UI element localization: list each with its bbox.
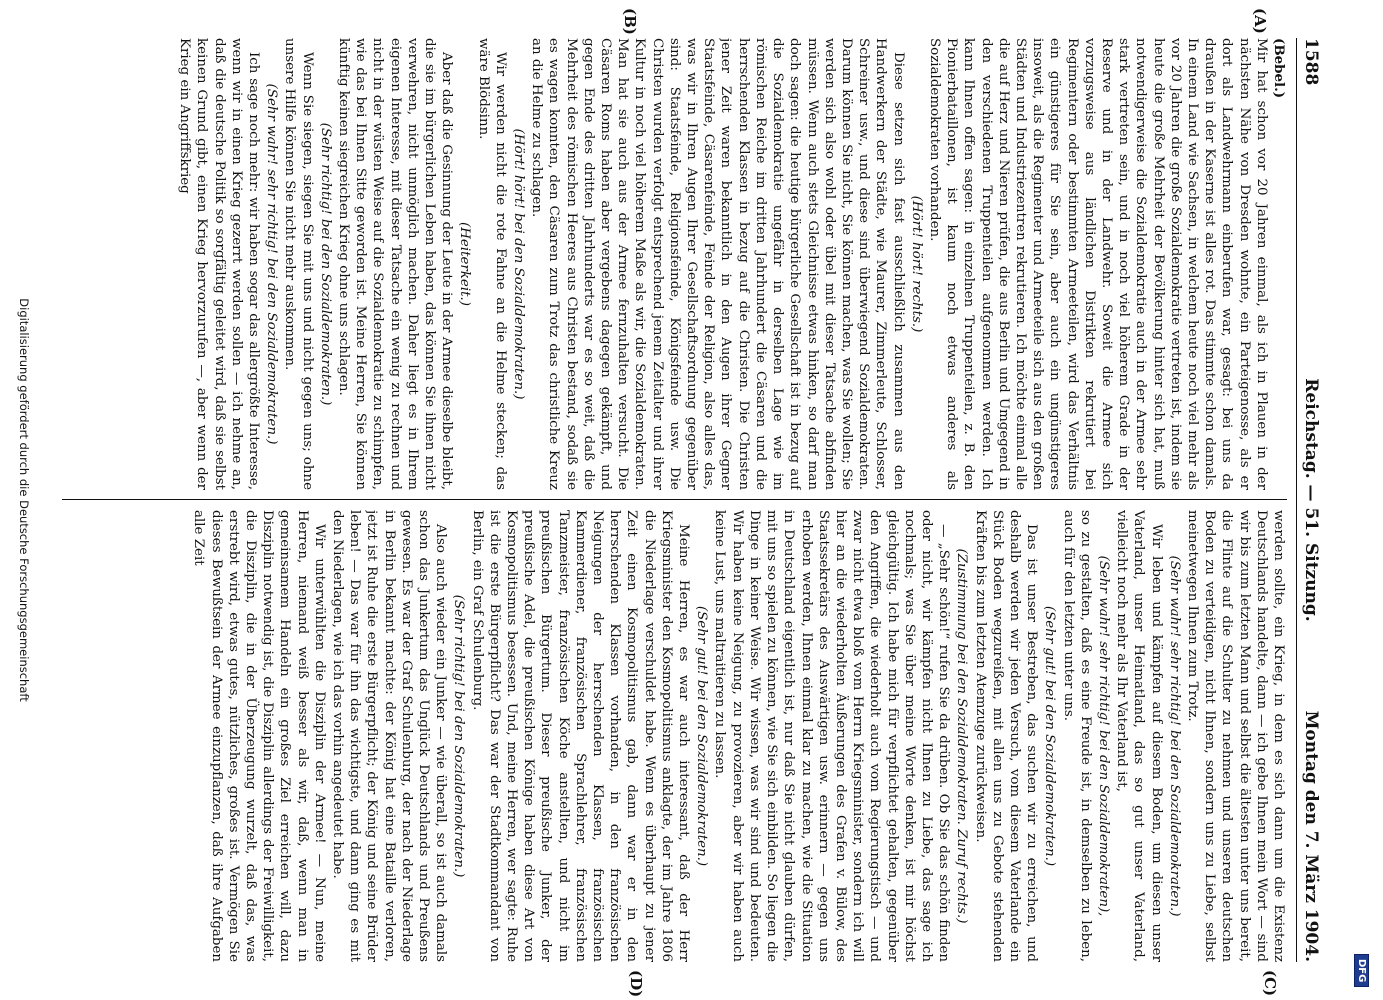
session-date: Montag den 7. März 1904. <box>1301 710 1321 962</box>
paragraph: Ich sage noch mehr: wir haben sogar das allergrößte Interesse, wenn wir in einen Krieg gezerrt werden sollen — ich nehme an, daß die deutsche Politik so sorgfältig geleitet wird, daß sie selbst keinen Grund gibt, einen Krieg hervorzurufen —, aber wenn der Krieg ein Angriffskrieg <box>177 38 262 490</box>
paragraph: Wenn Sie siegen, siegen Sie mit uns und nicht gegen uns; ohne unsere Hilfe können Sie nicht mehr auskommen. <box>282 38 315 490</box>
interjection: (Sehr wahr! sehr richtig! bei den Sozialdemokraten), <box>1095 555 1111 917</box>
interjection: (Sehr wahr! sehr richtig! bei den Sozialdemokraten.) <box>1166 555 1182 917</box>
left-column <box>57 38 1287 490</box>
paragraph: — „Sehr schön!“ rufen Sie da drüben. Ob Sie das schön finden oder nicht, wir kämpfen nicht Ihnen zu Liebe, das sage ich nochmals; was Sie über meine Worte denken, ist mir höchst gleichgültig. Ich habe mich für verpflichtet gehalten, gegenüber den Angriffen, die wiederholt auch vom Regierungstisch — und zwar nicht etwa bloß vom Herrn Kriegsminister, sondern ich will hier an die wiederholten Äußerungen des Grafen v. Bülow, des Staatssekretärs des Auswärtigen usw. erinnern — gegen uns erhoben werden, Ihnen einmal klar zu machen, wie die Situation in Deutschland eigentlich ist, nur daß Sie nicht glauben dürfen, mit uns so spielen zu können, wie Sie sich einbilden. So liegen die Dinge in keiner Weise. Wir wissen, was wir sind und bedeuten. Wir haben keine Neigung, zu provozieren, aber wir haben auch keine Lust, uns maltraitieren zu lassen. <box>712 510 952 962</box>
margin-marker-d: (D) <box>627 970 645 998</box>
margin-marker-b: (B) <box>621 8 639 35</box>
page-number: 1588 <box>1301 38 1321 86</box>
interjection: (Hört! hört! bei den Sozialdemokraten.) <box>511 128 527 400</box>
interjection: (Zustimmung bei den Sozialdemokraten. Zuruf rechts.) <box>954 548 970 924</box>
interjection: (Sehr richtig! bei den Sozialdemokraten.) <box>451 594 467 878</box>
session-title: Reichstag. — 51. Sitzung. <box>1301 378 1321 622</box>
page-content <box>53 8 1343 998</box>
paragraph: Aber daß die Gesinnung der Leute in der Armee dieselbe bleibt, die sie im bürgerlichen Leben haben, das können Sie ihnen nicht verwehren, nicht unmöglich machen. Daher liegt es in Ihrem eigenen Interesse, mit dieser Tatsache ein wenig zu rechnen und nicht in der wüsten Weise auf die Sozialdemokratie zu schimpfen, wie das bei Ihnen Sitte geworden ist. Meine Herren, Sie können künftig keinen siegreichen Krieg ohne uns schlagen. <box>336 38 455 490</box>
paragraph: so zu gestalten, daß es eine Freude ist, in demselben zu leben, auch für den letzten unter uns. <box>1060 510 1093 962</box>
paragraph: Diese setzen sich fast ausschließlich zusammen aus den Handwerkern der Städte, wie Maurer, Zimmerleute, Schlosser, Schreiner usw., und diese sind überwiegend Sozialdemokraten. Darum können Sie nicht, Sie können machen, was Sie wollen; Sie werden sich also wohl oder übel mit dieser Tatsache abfinden müssen. Wenn auch stets Gleichnisse etwas hinken, so darf man doch sagen: die heutige bürgerliche Gesellschaft ist in bezug auf die Sozialdemokratie ungefähr in derselben Lage wie im römischen Reiche im dritten Jahrhundert die Cäsaren und die herrschenden Klassen in bezug auf die Christen. Die Christen jener Zeit waren bekanntlich in den Augen ihrer Gegner Staatsfeinde, Cäsarenfeinde, Feinde der Religion, also alles das, was wir in Ihren Augen Ihrer Gesellschaftsordnung gegenüber sind: Staatsfeinde, Religionsfeinde, Königsfeinde usw. Die Christen wurden verfolgt entsprechend jenem Zeitalter und ihrer Kultur in noch viel höherem Maße als wir, die Sozialdemokraten. Man hat sie auch aus der Armee fernzuhalten versucht. Die Cäsaren Roms haben aber vergebens dagegen gekämpft, und gegen Ende des dritten Jahrhunderts war es so weit, daß die Mehrheit des römischen Heeres aus Christen bestand, sodaß sie es wagen konnten, den Cäsaren zum Trotz das christliche Kreuz an die Helme zu schlagen. <box>529 38 906 490</box>
interjection: (Sehr richtig! bei den Sozialdemokraten.) <box>317 122 333 406</box>
margin-marker-c: (C) <box>1261 970 1279 997</box>
paragraph: Wir leben und kämpfen auf diesem Boden, um diesen unser Vaterland, unser Heimatland, das so gut unser Vaterland, vielleicht noch mehr als Ihr Vaterland ist, <box>1114 510 1164 962</box>
right-column <box>57 510 1287 962</box>
interjection: (Sehr wahr! sehr richtig! bei den Sozialdemokraten.) <box>264 83 280 445</box>
interjection: (Heiterkeit.) <box>457 222 473 306</box>
paragraph: Wir werden nicht die rote Fahne an die Helme stecken; das wäre Blödsinn. <box>475 38 508 490</box>
digitization-note: Digitalisierung gefördert durch die Deutsche Forschungsgemeinschaft <box>17 298 31 702</box>
paragraph: Das ist unser Bestreben, das suchen wir zu erreichen, und deshalb werden wir jeden Versuch, vom diesem Vaterlande ein Stück Boden wegzureißen, mit allen uns zu Gebote stehenden Kräften bis zum letzten Atemzuge zurückweisen. <box>972 510 1040 962</box>
running-header <box>1295 38 1325 962</box>
header-rule <box>1296 38 1297 962</box>
interjection: (Hört! hört! rechts.) <box>908 195 924 333</box>
interjection: (Sehr gut! bei den Sozialdemokraten.) <box>1042 605 1058 867</box>
dfg-badge: DFG <box>1354 954 1369 987</box>
paragraph: werden sollte, ein Krieg, in dem es sich dann um die Existenz Deutschlands handelte, dann — ich gebe Ihnen mein Wort — sind wir bis zum letzten Mann und selbst die ältesten unter uns bereit, die Flinte auf die Schulter zu nehmen und unseren deutschen Boden zu verteidigen, nicht Ihnen, sondern uns zu Liebe, selbst meinetwegen Ihnen zum Trotz. <box>1184 510 1286 962</box>
paragraph: Also auch wieder ein Junker — wie überall, so ist auch damals schon das Junkertum das Unglück Deutschlands und Preußens gewesen. Es war der Graf Schulenburg, der nach der Niederlage in Berlin bekannt machte: der König hat eine Bataille verloren, jetzt ist Ruhe die erste Bürgerpflicht; der König und seine Brüder leben! — Das war für ihn das wichtigste, und dann ging es mit den Niederlagen, wie ich das vorhin angedeutet habe. <box>330 510 449 962</box>
paragraph: Wir unterwühlten die Disziplin der Armee! — Nun, meine Herren, niemand weiß besser als wir, daß, wenn man in gemeinsamem Handeln ein großes Ziel erreichen will, dazu Disziplin notwendig ist, die Disziplin allerdings der Freiwilligkeit, die Disziplin, die in der Überzeugung wurzelt, daß das, was erstrebt wird, etwas gutes, nützliches, großes ist. Vermögen Sie dieses Bewußtsein der Armee einzupflanzen, daß ihre Aufgaben alle Zeit <box>191 510 327 962</box>
column-divider <box>62 499 1287 500</box>
speaker-name: (Bebel.) <box>1271 38 1287 99</box>
margin-marker-a: (A) <box>1251 8 1269 34</box>
paragraph: Mir hat schon vor 20 Jahren einmal, als ich in Plauen in der nächsten Nähe von Dresden wohnte, ein Parteigenosse, als er dort als Landwehrmann einberufen war, gesagt: bei uns da draußen in der Kaserne ist alles rot. Das stimmte schon damals. In einem Land wie Sachsen, in welchem heute noch viel mehr als vor 20 Jahren die große Sozialdemokratie vertreten ist, indem sie heute die große Mehrheit der Bevölkerung hinter sich hat, muß notwendigerweise die Sozialdemokratie auch in der Armee sehr stark vertreten sein, und in noch viel höherem Grade in der Reserve und in der Landwehr. Soweit die Armee sich vorzugsweise aus ländlichen Distrikten rekrutiert bei Regimentern oder bestimmten Armeeteilen, wird das Verhältnis ein günstigeres für Sie sein, aber auch ein ungünstigeres insoweit, als die Regimenter und Armeeteile sich aus den großen Städten und Industriezentren rekrutieren. Ich möchte einmal alle die auf Herz und Nieren prüfen, die aus Berlin und Umgegend in den verschiedenen Truppenteilen aufgenommen werden. Ich kann Ihnen offen sagen: in einzelnen Truppenteilen, z. B. den Pionierbataillonen, ist kaum noch etwas anderes als Sozialdemokraten vorhanden. <box>926 38 1269 490</box>
interjection: (Sehr gut! bei den Sozialdemokraten.) <box>694 605 710 867</box>
paragraph: Meine Herren, es war auch interessant, daß der Herr Kriegsminister den Kosmopolitismus anklagte, der im Jahre 1806 die Niederlage verschuldet habe. Wenn es überhaupt zu jener Zeit einen Kosmopolitismus gab, dann war er in den herrschenden Klassen vorhanden, in den französischen Neigungen der herrschenden Klassen, französischen Kammerdiener, französischen Sprachlehrer, französischen Tanzmeister, französischen Köche anstellten, und nicht im preußischen Bürgertum. Dieser preußische Junker, der preußische Adel, die preußischen Könige haben diese Art von Kosmopolitismus besessen. Und, meine Herren, wer sagte: Ruhe ist die erste Bürgerpflicht? Das war der Stadtkommandant von Berlin, ein Graf Schulenburg. <box>469 510 692 962</box>
